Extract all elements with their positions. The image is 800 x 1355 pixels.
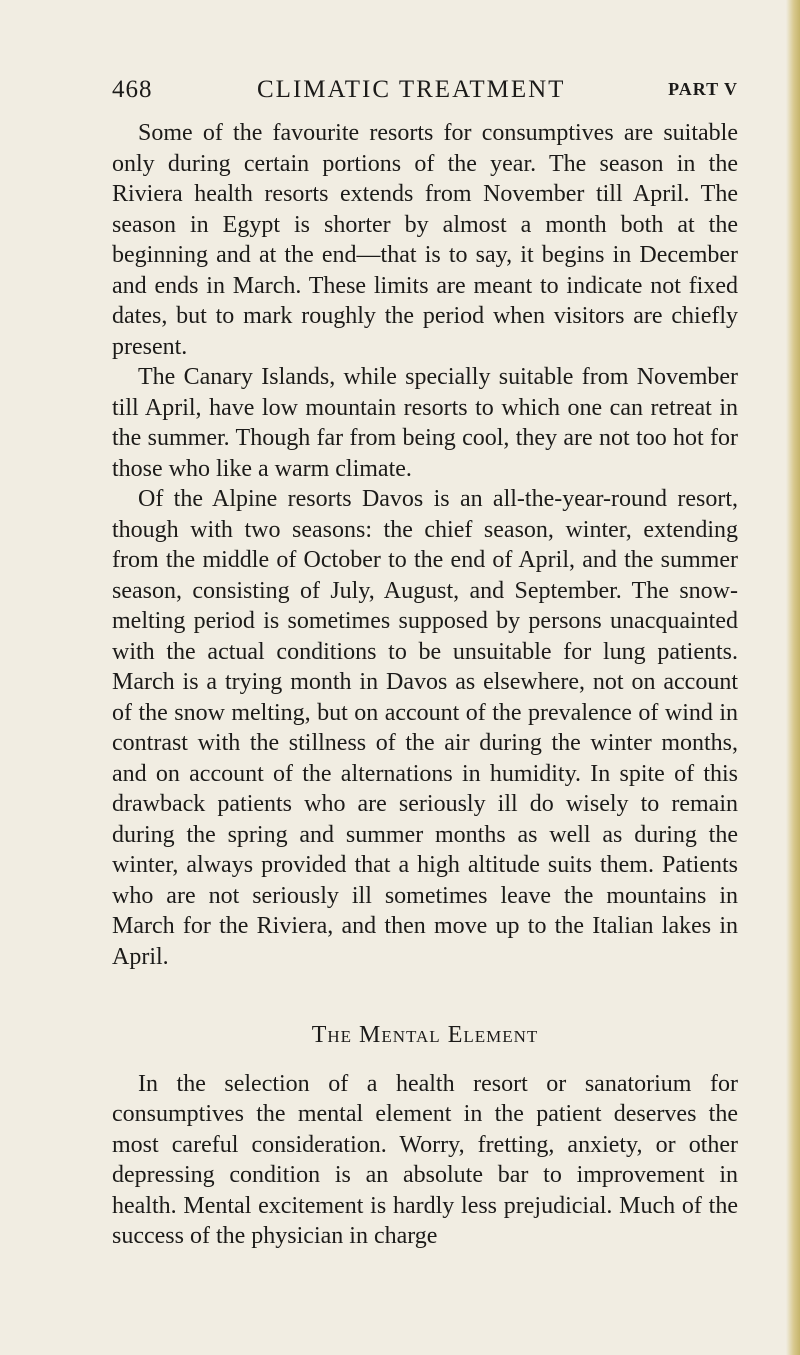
page-number: 468 — [112, 76, 153, 103]
paragraph-seasons: Some of the favourite resorts for consumptives are suitable only during certain portions of the year. The season in the Riviera health resorts extends from November till April. The season in Egypt is shorter by almost a month both at the beginning and at the end—that is to say, it begins in December and ends in March. These limits are meant to indicate not fixed dates, but to mark roughly the period when visitors are chiefly present. — [112, 120, 738, 360]
paragraph-canary-islands: The Canary Islands, while specially suitable from November till April, have low mountain resorts to which one can retreat in the summer. Though far from being cool, they are not too hot for those who like a warm climate. — [112, 364, 738, 482]
body-text — [112, 118, 738, 1252]
part-label: PART V — [668, 79, 738, 99]
running-head — [112, 76, 738, 106]
paragraph-mental-element: In the selection of a health resort or sanatorium for consumptives the mental element in the patient deserves the most careful consideration. Worry, fretting, anxiety, or other depressing condition is an absolute bar to improvement in health. Mental excitement is hardly less prejudicial. Much of the success of the physician in charge — [112, 1070, 738, 1249]
paragraph-davos: Of the Alpine resorts Davos is an all-the-year-round resort, though with two seasons: the chief season, winter, extending from the middle of October to the end of April, and the summer season, consisting of July, August, and September. The snow-melting period is sometimes supposed by persons unacquainted with the actual conditions to be unsuitable for lung patients. March is a trying month in Davos as elsewhere, not on account of the snow melting, but on account of the prevalence of wind in contrast with the stillness of the air during the winter months, and on account of the alternations in humidity. In spite of this drawback patients who are seriously ill do wisely to remain during the spring and summer months as well as during the winter, always provided that a high altitude suits them. Patients who are not seriously ill sometimes leave the mountains in March for the Riviera, and then move up to the Italian lakes in April. — [112, 486, 738, 970]
running-title: CLIMATIC TREATMENT — [257, 76, 566, 103]
section-heading: The Mental Element — [311, 1022, 539, 1048]
page-edge-shadow — [786, 0, 800, 1355]
